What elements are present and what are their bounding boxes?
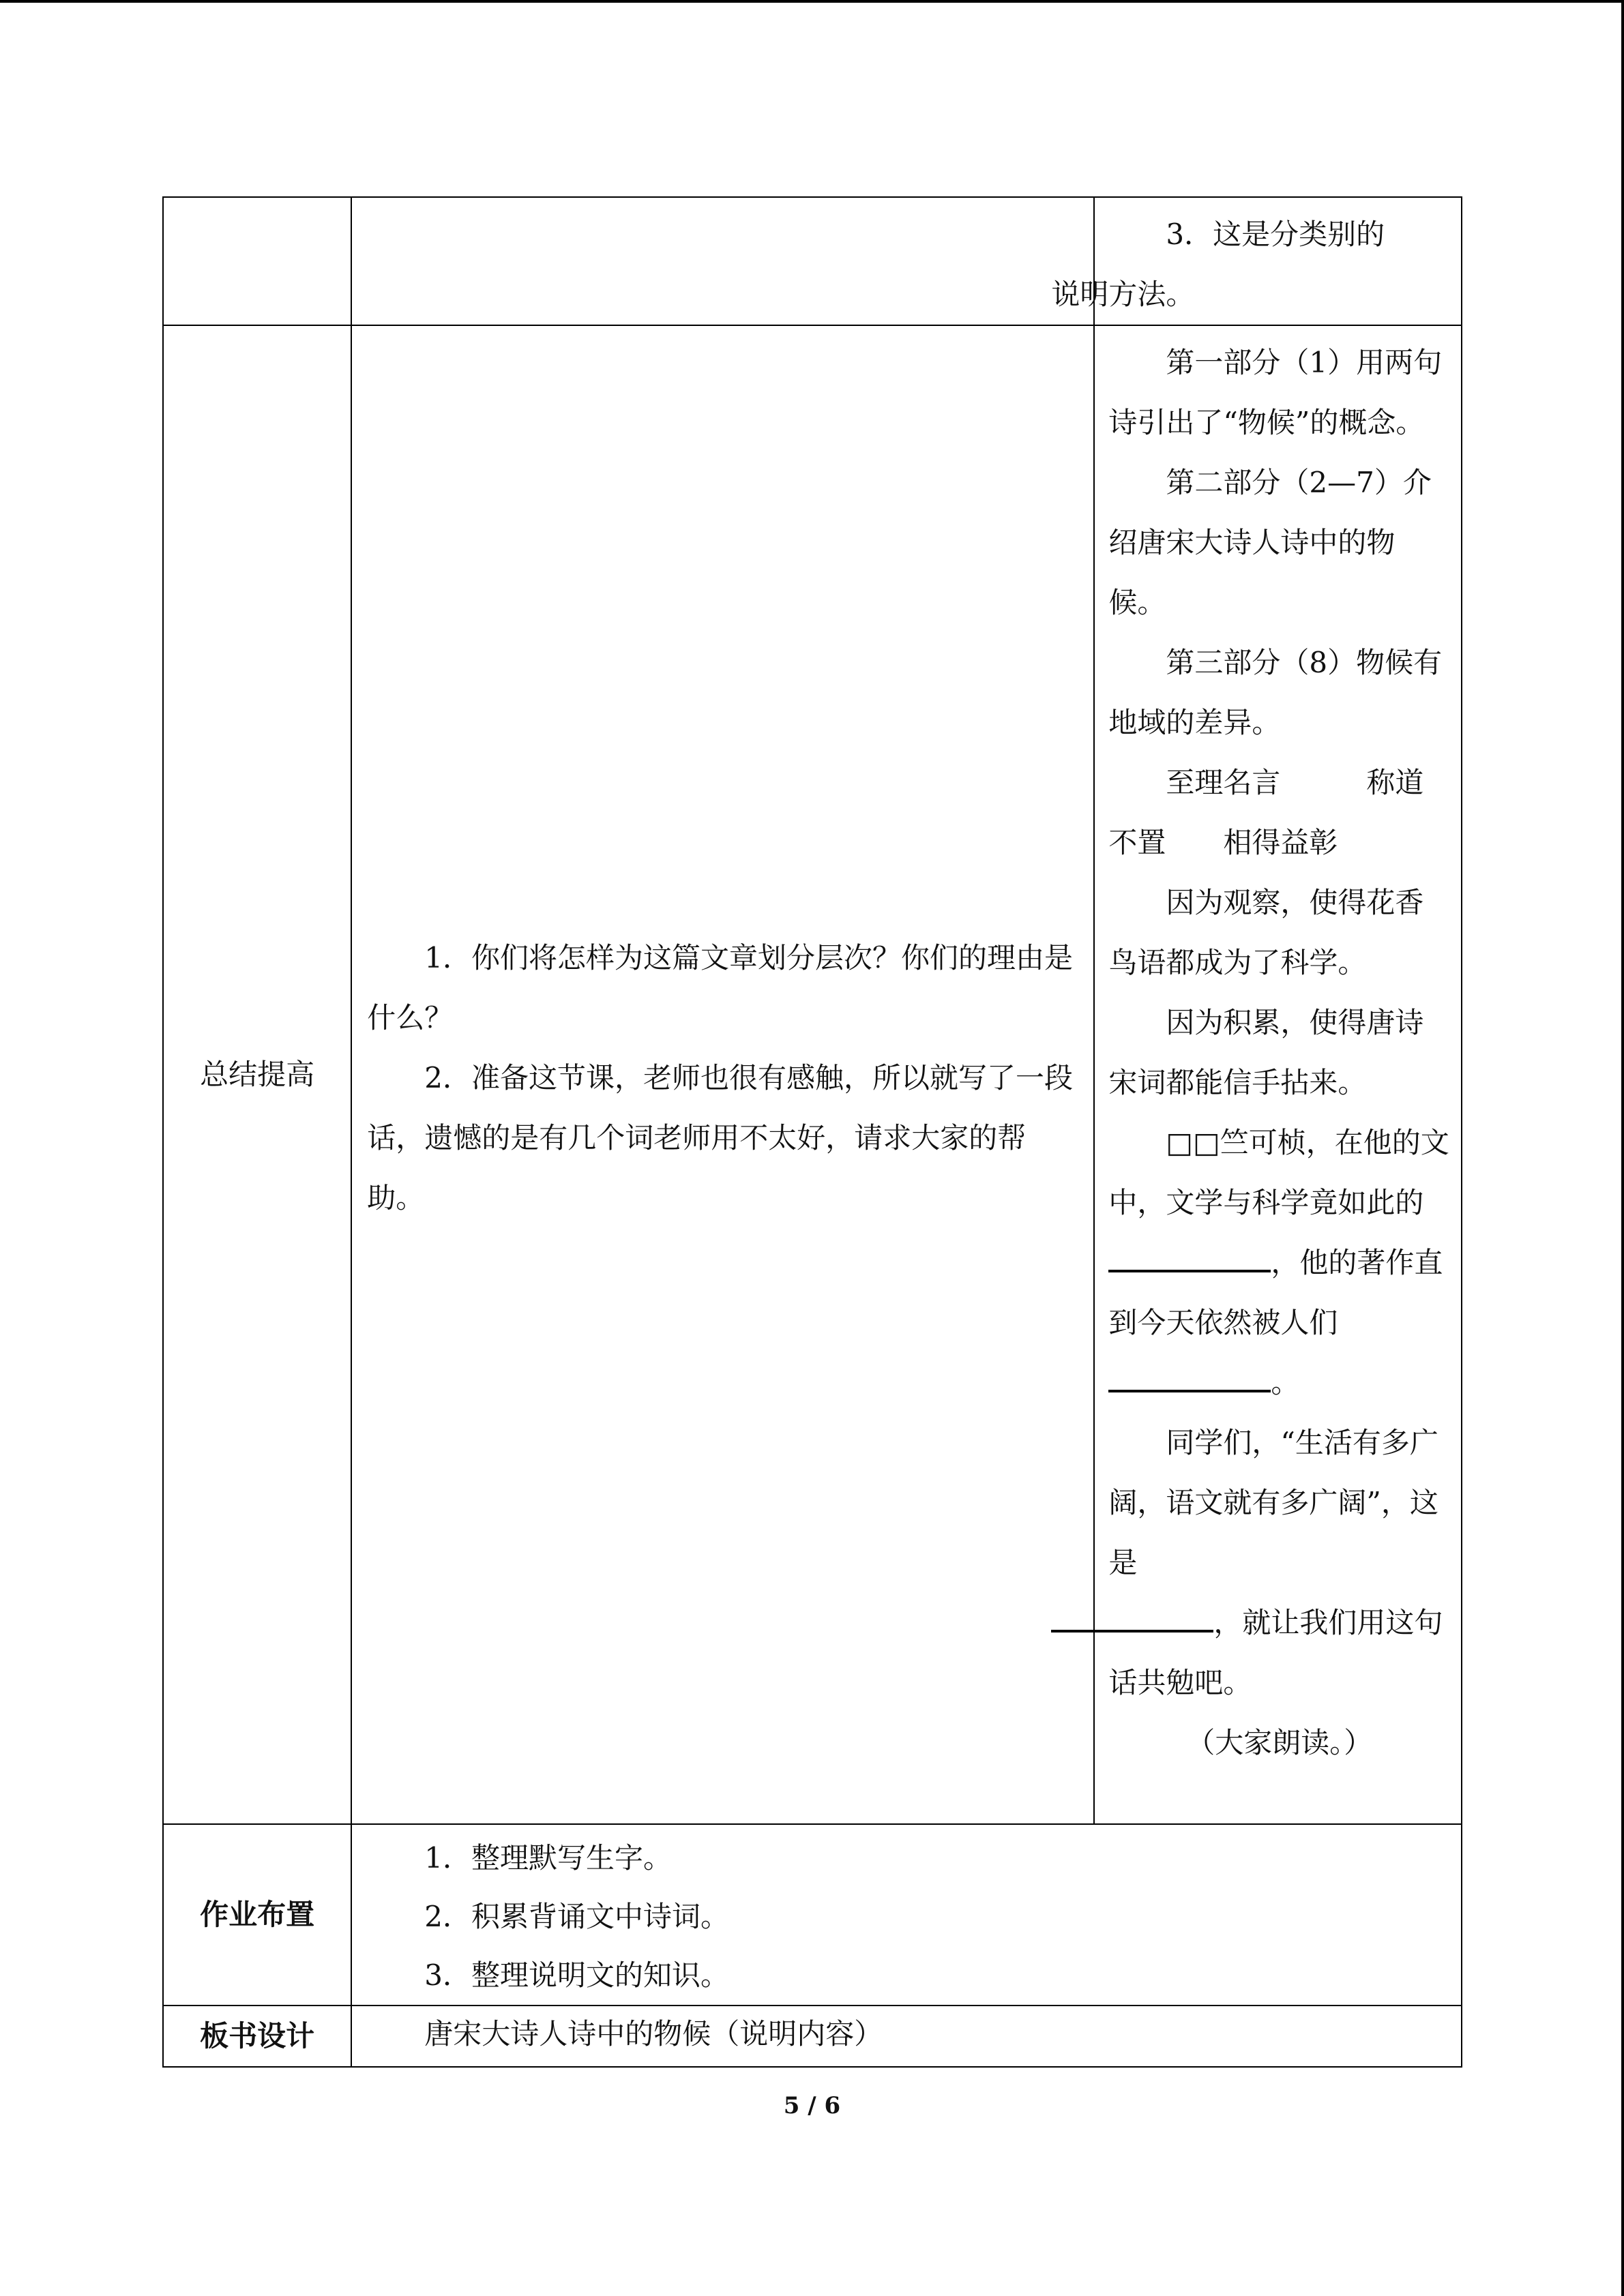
summary-questions-cell bbox=[351, 325, 1094, 1824]
homework-item-3: 3．整理说明文的知识。 bbox=[424, 1958, 730, 1992]
answer-part-1: 第一部分（1）用两句诗引出了“物候”的概念。 bbox=[1108, 346, 1443, 439]
continuation-label-cell bbox=[163, 197, 351, 325]
answer-part-2: 第二部分（2—7）介绍唐宋大诗人诗中的物候。 bbox=[1108, 466, 1432, 619]
board-design-content-cell bbox=[351, 2006, 1462, 2067]
word-list-line-2: 不置 相得益彰 bbox=[1108, 826, 1338, 859]
closing-note: （大家朗读。） bbox=[1186, 1726, 1373, 1759]
blank-3[interactable] bbox=[1051, 1596, 1213, 1632]
blank-2[interactable] bbox=[1108, 1356, 1271, 1392]
continuation-middle-cell bbox=[351, 197, 1094, 325]
fill-blank-paragraph-2: 同学们，“生活有多广阔，语文就有多广阔”，这是 ，就让我们用这句话共勉吧。 bbox=[1108, 1413, 1450, 1713]
continuation-answer-cell bbox=[1051, 197, 1462, 325]
answer-part-3: 第三部分（8）物候有地域的差异。 bbox=[1108, 646, 1443, 739]
reason-2: 因为积累，使得唐诗宋词都能信手拈来。 bbox=[1108, 1006, 1424, 1099]
summary-answers-cell bbox=[1094, 325, 1462, 1824]
board-design-label: 板书设计 bbox=[163, 2006, 351, 2067]
homework-item-1: 1．整理默写生字。 bbox=[424, 1841, 673, 1875]
summary-question-1: 1．你们将怎样为这篇文章划分层次？你们的理由是什么？ bbox=[367, 941, 1074, 1034]
continuation-answer-line: 3．这是分类别的 说明方法。 bbox=[1051, 218, 1385, 311]
board-design-row bbox=[163, 2006, 1462, 2067]
board-design-content: 唐宋大诗人诗中的物候（说明内容） bbox=[424, 2017, 883, 2051]
homework-item-2: 2．积累背诵文中诗词。 bbox=[424, 1900, 730, 1933]
homework-label: 作业布置 bbox=[163, 1824, 351, 2006]
lesson-plan-table bbox=[162, 196, 1462, 2068]
homework-content-cell bbox=[351, 1824, 1462, 2006]
summary-row bbox=[163, 325, 1462, 1824]
summary-question-2: 2．准备这节课，老师也很有感触，所以就写了一段话，遗憾的是有几个词老师用不太好，请求大家的帮助。 bbox=[367, 1061, 1074, 1214]
fill-blank-paragraph-1: □□竺可桢，在他的文中，文学与科学竟如此的，他的著作直到今天依然被人们。 bbox=[1108, 1126, 1449, 1399]
page-right-border bbox=[1621, 0, 1624, 2296]
blank-1[interactable] bbox=[1108, 1236, 1271, 1272]
summary-label: 总结提高 bbox=[163, 325, 351, 1824]
reason-1: 因为观察，使得花香鸟语都成为了科学。 bbox=[1108, 886, 1424, 979]
page-number: 5 / 6 bbox=[783, 2092, 841, 2119]
page-top-border bbox=[0, 0, 1624, 3]
homework-row bbox=[163, 1824, 1462, 2006]
continuation-row bbox=[163, 197, 1462, 325]
word-list-line-1: 至理名言 称道 bbox=[1166, 766, 1424, 799]
